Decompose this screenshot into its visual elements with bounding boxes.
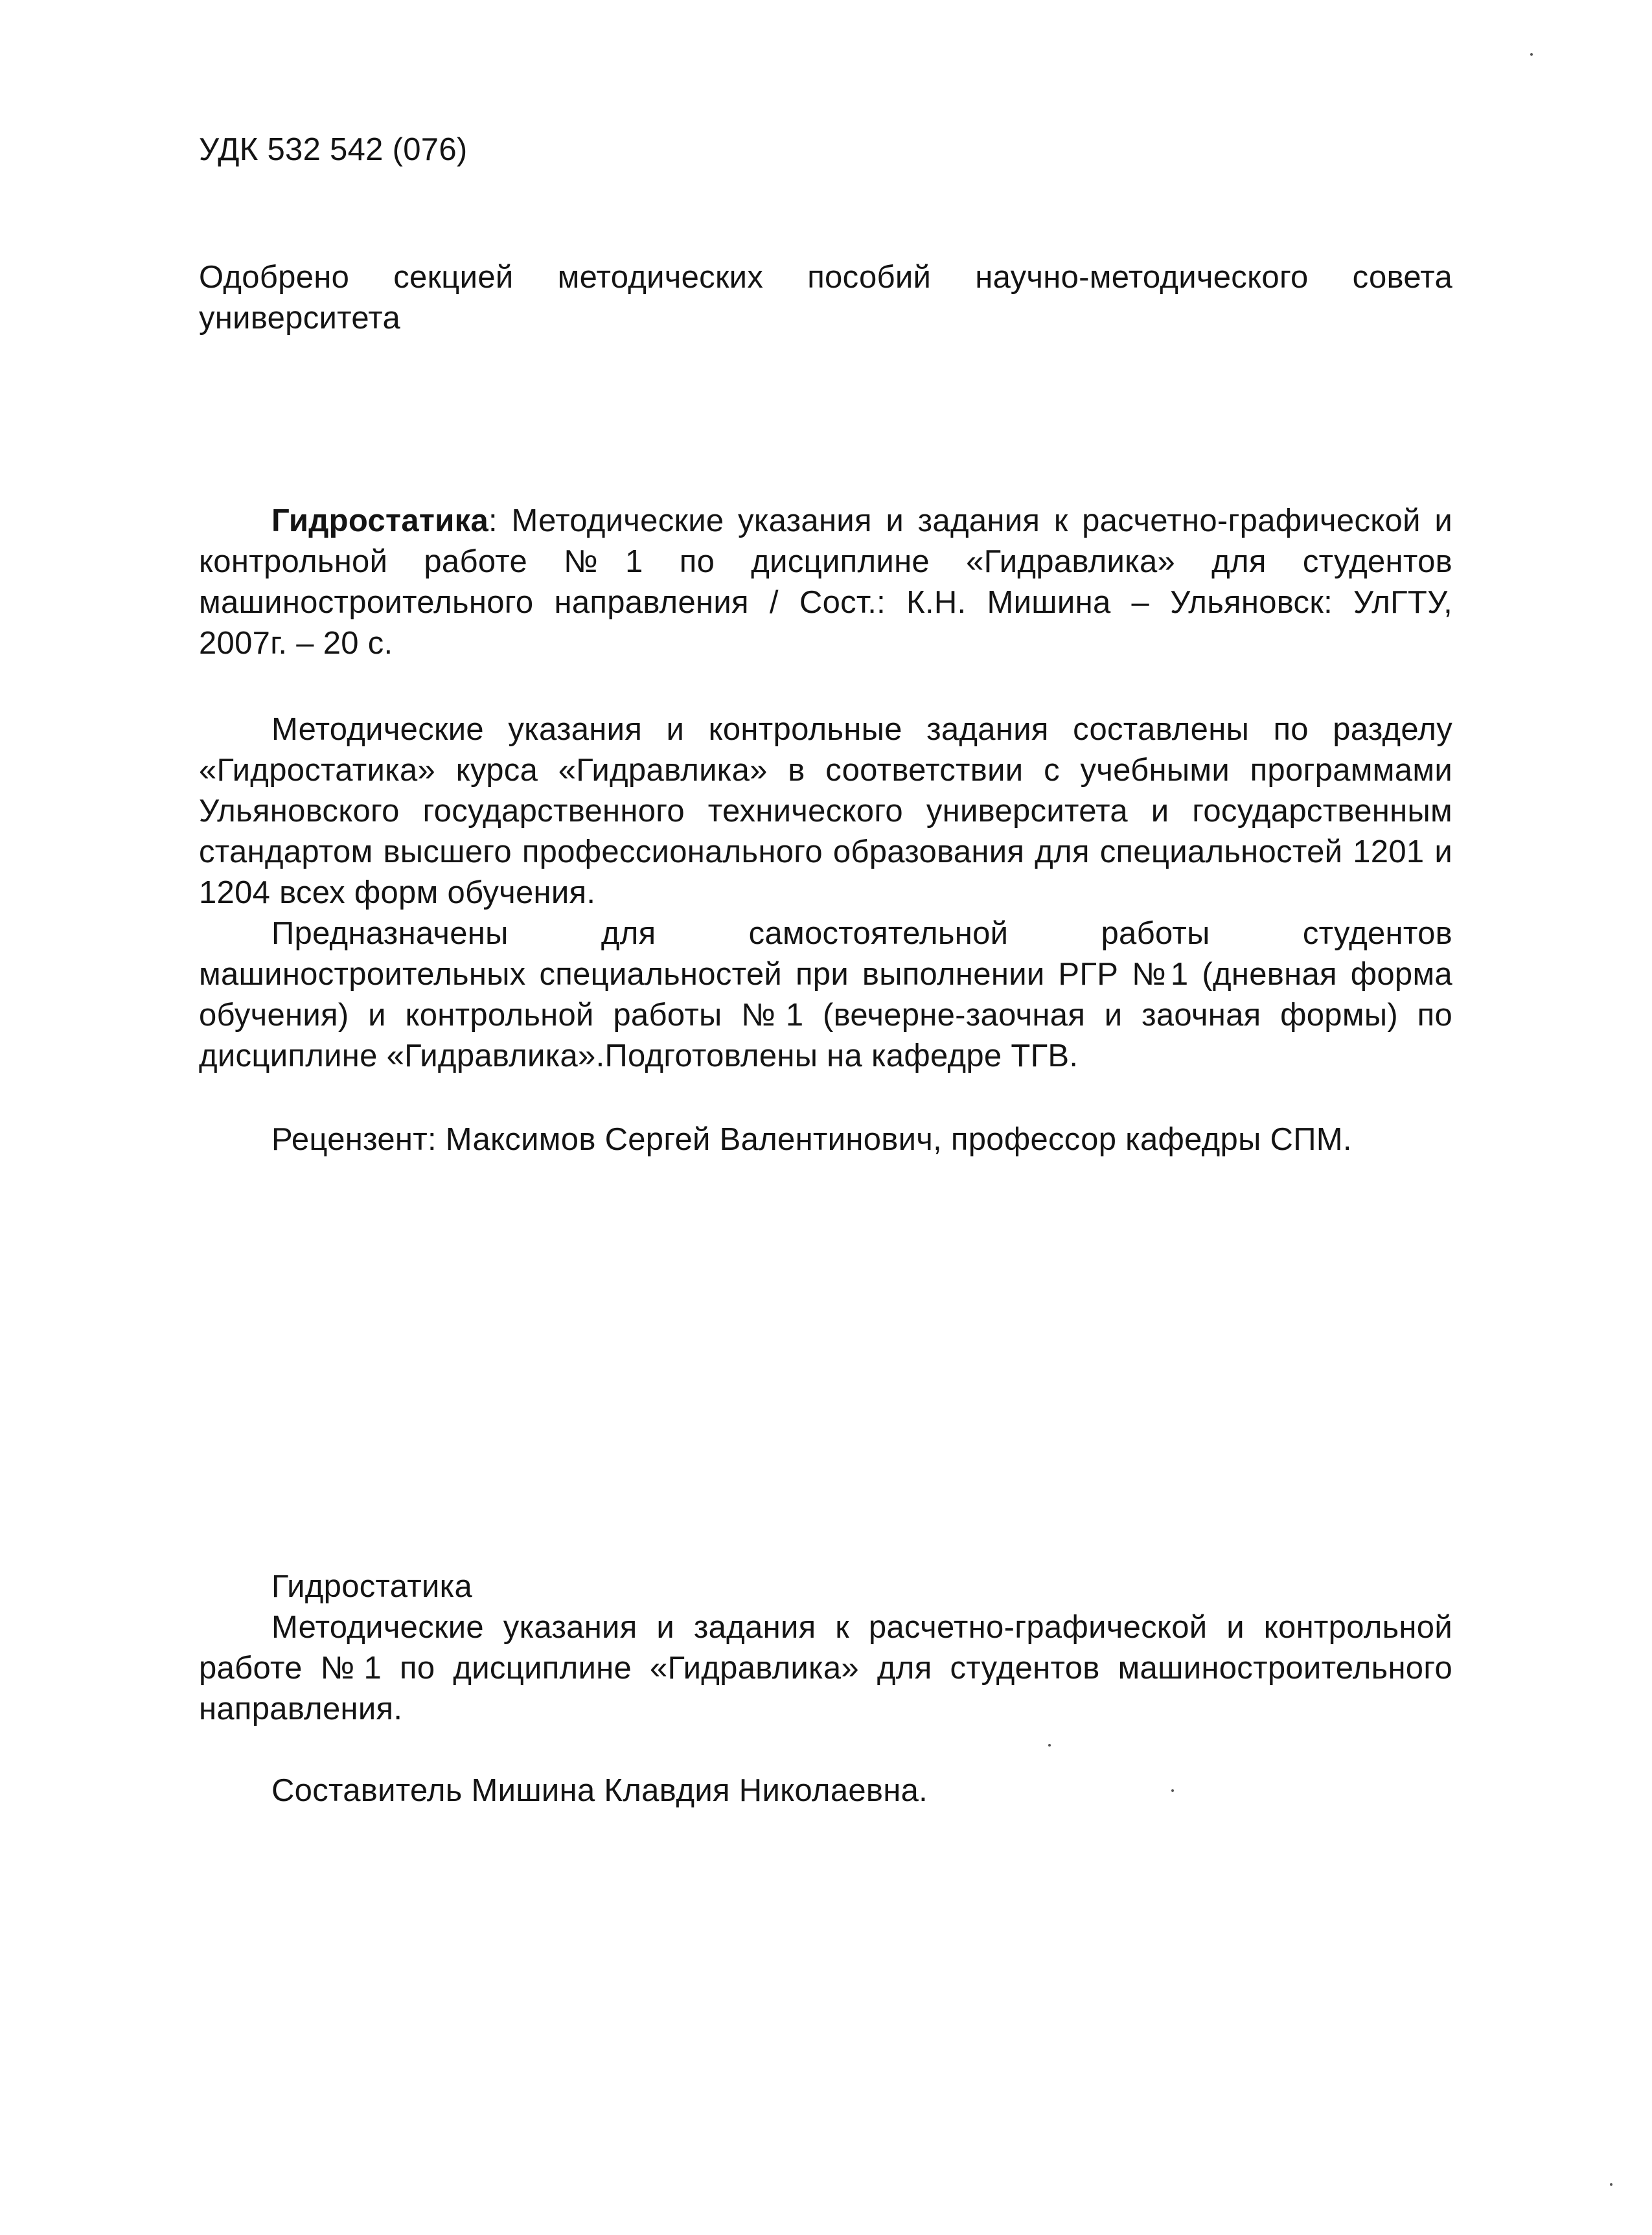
scan-speck	[1048, 1744, 1051, 1747]
description-paragraph-1: Методические указания и контрольные задания составлены по разделу «Гидростатика» курса «Гидравлика» в соответствии с учебными программами Ульяновского государственного технического университета и государственным стандартом высшего профессионального образования для специальностей 1201 и 1204 всех форм обучения.	[199, 712, 1452, 910]
compiler-line: Составитель Мишина Клавдия Николаевна.	[271, 1773, 928, 1808]
imprint-title: Гидростатика	[271, 1569, 472, 1604]
reviewer-line: Рецензент: Максимов Сергей Валентинович, профессор кафедры СПМ.	[271, 1122, 1352, 1157]
annotation-colon: :	[488, 503, 498, 538]
scan-speck	[1171, 1789, 1174, 1792]
annotation-text: Методические указания и задания к расчетно-графической и контрольной работе №1 по дисциплине «Гидравлика» для студентов машиностроительного направления / Сост.: К.Н. Мишина – Ульяновск: УлГТУ, 2007г. – 20 с.	[199, 503, 1452, 661]
scan-speck	[1530, 53, 1533, 56]
bibliographic-annotation	[199, 501, 1452, 664]
description-paragraph-2: Предназначены для самостоятельной работы студентов машиностроительных специальностей при выполнении РГР №1 (дневная форма обучения) и контрольной работы №1 (вечерне-заочная и заочная формы) по дисциплине «Гидравлика».Подготовлены на кафедре ТГВ.	[199, 916, 1452, 1073]
imprint-description: Методические указания и задания к расчетно-графической и контрольной работе №1 по дисциплине «Гидравлика» для студентов машиностроительного направления.	[199, 1610, 1452, 1726]
approval-note: Одобрено секцией методических пособий научно-методического совета университета	[199, 260, 1452, 336]
annotation-title: Гидростатика	[271, 503, 488, 538]
scan-speck	[1610, 2183, 1612, 2186]
udk-code: УДК 532 542 (076)	[199, 132, 468, 167]
imprint-block	[199, 1566, 1452, 1730]
